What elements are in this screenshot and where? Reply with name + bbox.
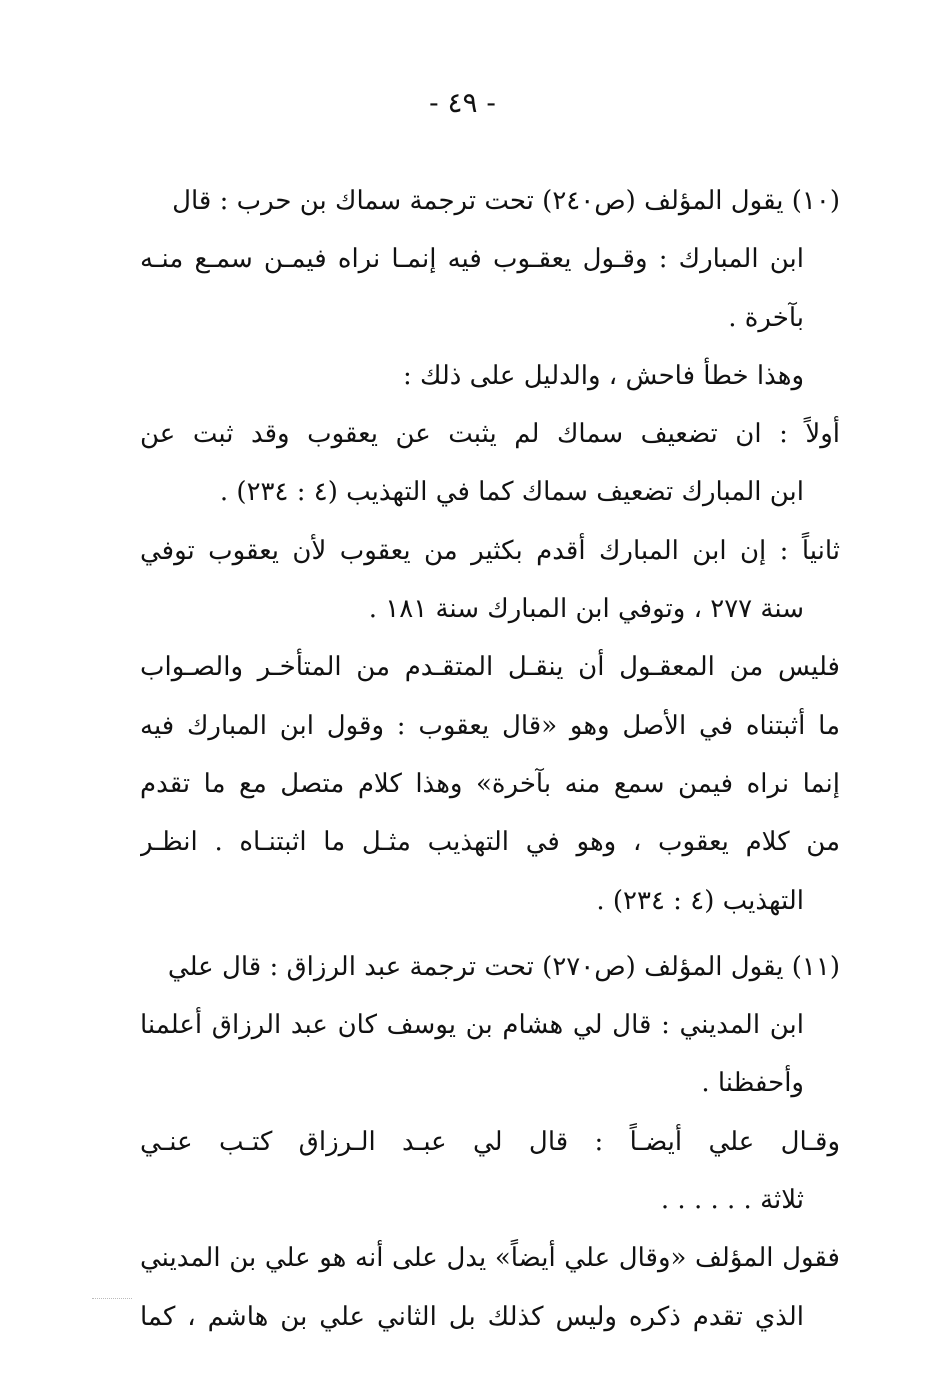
note-11-line: الذي تقدم ذكره وليس كذلك بل الثاني علي بن هاشم ، كما — [140, 1301, 804, 1332]
note-10-line: (١٠) يقول المؤلف (ص٢٤٠) تحت ترجمة سماك بن حرب : قال — [172, 186, 840, 216]
note-11-line: فقول المؤلف «وقال علي أيضاً» يدل على أنه هو علي بن المديني — [140, 1243, 840, 1274]
note-10-line: إنما نراه فيمن سمع منه بآخرة» وهذا كلام متصل مع ما تقدم — [140, 768, 840, 799]
note-11-line: (١١) يقول المؤلف (ص٢٧٠) تحت ترجمة عبد الرزاق : قال علي — [167, 951, 840, 982]
page-number: - ٤٩ - — [429, 86, 496, 119]
note-10-line: سنة ٢٧٧ ، وتوفي ابن المبارك سنة ١٨١ . — [368, 594, 804, 625]
scan-speck — [92, 1298, 132, 1301]
note-10-line: فليس من المعقـول أن ينقـل المتقـدم من المتأخـر والصـواب — [140, 652, 840, 683]
note-10-line: من كلام يعقوب ، وهو في التهذيب مثـل ما اثبتنـاه . انظـر — [140, 827, 840, 858]
note-separator — [140, 930, 840, 938]
note-11-line: ثلاثة . . . . . . — [660, 1185, 804, 1216]
note-10-line: أولاً : ان تضعيف سماك لم يثبت عن يعقوب وقد ثبت عن — [140, 419, 840, 450]
footnotes-body — [140, 172, 840, 1346]
note-10-line: ما أثبتناه في الأصل وهو «قال يعقوب : وقول ابن المبارك فيه — [140, 710, 840, 741]
note-10-line: التهذيب (٤ : ٢٣٤) . — [596, 885, 804, 916]
note-10-line: وهذا خطأ فاحش ، والدليل على ذلك : — [402, 360, 804, 391]
note-10-line: ثانياً : إن ابن المبارك أقدم بكثير من يعقوب لأن يعقوب توفي — [140, 535, 840, 566]
note-10-line: ابن المبارك : وقـول يعقـوب فيه إنمـا نراه فيمـن سمـع منـه — [140, 244, 804, 275]
note-10-line: ابن المبارك تضعيف سماك كما في التهذيب (٤ : ٢٣٤) . — [219, 477, 804, 508]
note-11-line: وأحفظنا . — [701, 1068, 804, 1099]
note-11-line: وقـال علي أيضـاً : قال لي عبـد الـرزاق كتـب عنـي — [140, 1126, 840, 1157]
note-11-line: ابن المديني : قال لي هشام بن يوسف كان عبد الرزاق أعلمنا — [140, 1010, 804, 1041]
note-10-line: بآخرة . — [728, 302, 804, 333]
